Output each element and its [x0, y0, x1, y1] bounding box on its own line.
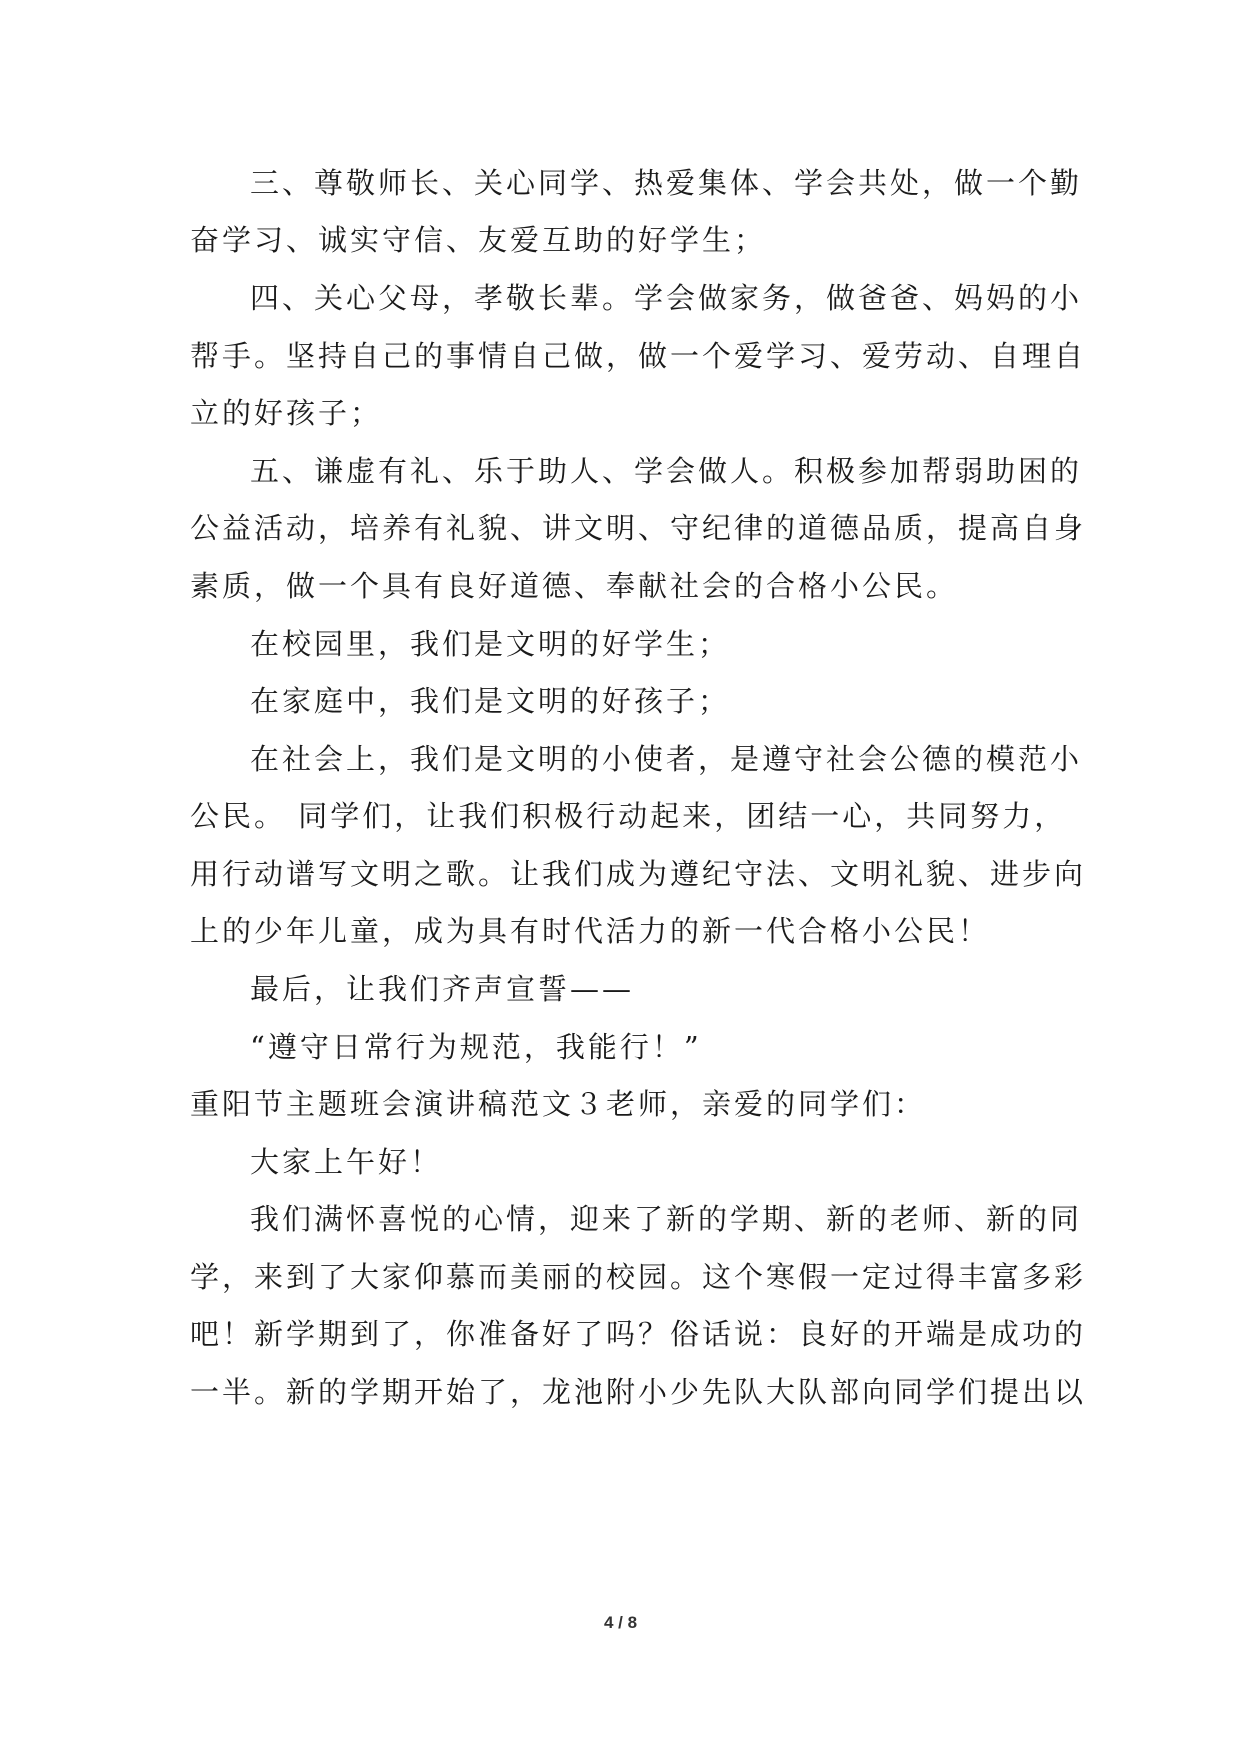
- text-line: 四、关心父母，孝敬长辈。学会做家务，做爸爸、妈妈的小: [250, 281, 1083, 315]
- text-line: 在校园里，我们是文明的好学生；: [250, 627, 731, 661]
- text-line: 素质，做一个具有良好道德、奉献社会的合格小公民。: [190, 569, 959, 603]
- text-line: 最后，让我们齐声宣誓——: [250, 972, 635, 1006]
- text-line: 公民。 同学们，让我们积极行动起来，团结一心，共同努力，: [190, 799, 1067, 833]
- text-line: 我们满怀喜悦的心情，迎来了新的学期、新的老师、新的同: [250, 1202, 1083, 1236]
- text-line: 用行动谱写文明之歌。让我们成为遵纪守法、文明礼貌、进步向: [190, 857, 1087, 891]
- text-line: 立的好孩子；: [190, 396, 383, 430]
- text-line: 奋学习、诚实守信、友爱互助的好学生；: [190, 223, 767, 257]
- text-line: “遵守日常行为规范，我能行！”: [250, 1030, 702, 1064]
- page-number: 4 / 8: [603, 1613, 638, 1632]
- text-line: 学，来到了大家仰慕而美丽的校园。这个寒假一定过得丰富多彩: [190, 1260, 1087, 1294]
- text-line: 一半。新的学期开始了，龙池附小少先队大队部向同学们提出以: [190, 1375, 1087, 1409]
- text-line: 在社会上，我们是文明的小使者，是遵守社会公德的模范小: [250, 742, 1083, 776]
- text-line: 帮手。坚持自己的事情自己做，做一个爱学习、爱劳动、自理自: [190, 339, 1087, 373]
- text-line: 五、谦虚有礼、乐于助人、学会做人。积极参加帮弱助困的: [250, 454, 1083, 488]
- text-line: 三、尊敬师长、关心同学、热爱集体、学会共处，做一个勤: [250, 166, 1083, 200]
- text-line: 上的少年儿童，成为具有时代活力的新一代合格小公民！: [190, 914, 991, 948]
- text-line: 公益活动，培养有礼貌、讲文明、守纪律的道德品质，提高自身: [190, 511, 1087, 545]
- text-line: 吧！新学期到了，你准备好了吗？俗话说：良好的开端是成功的: [190, 1317, 1087, 1351]
- text-line: 在家庭中，我们是文明的好孩子；: [250, 684, 731, 718]
- text-line: 大家上午好！: [250, 1145, 443, 1179]
- section-heading-line: 重阳节主题班会演讲稿范文３老师，亲爱的同学们：: [190, 1087, 927, 1121]
